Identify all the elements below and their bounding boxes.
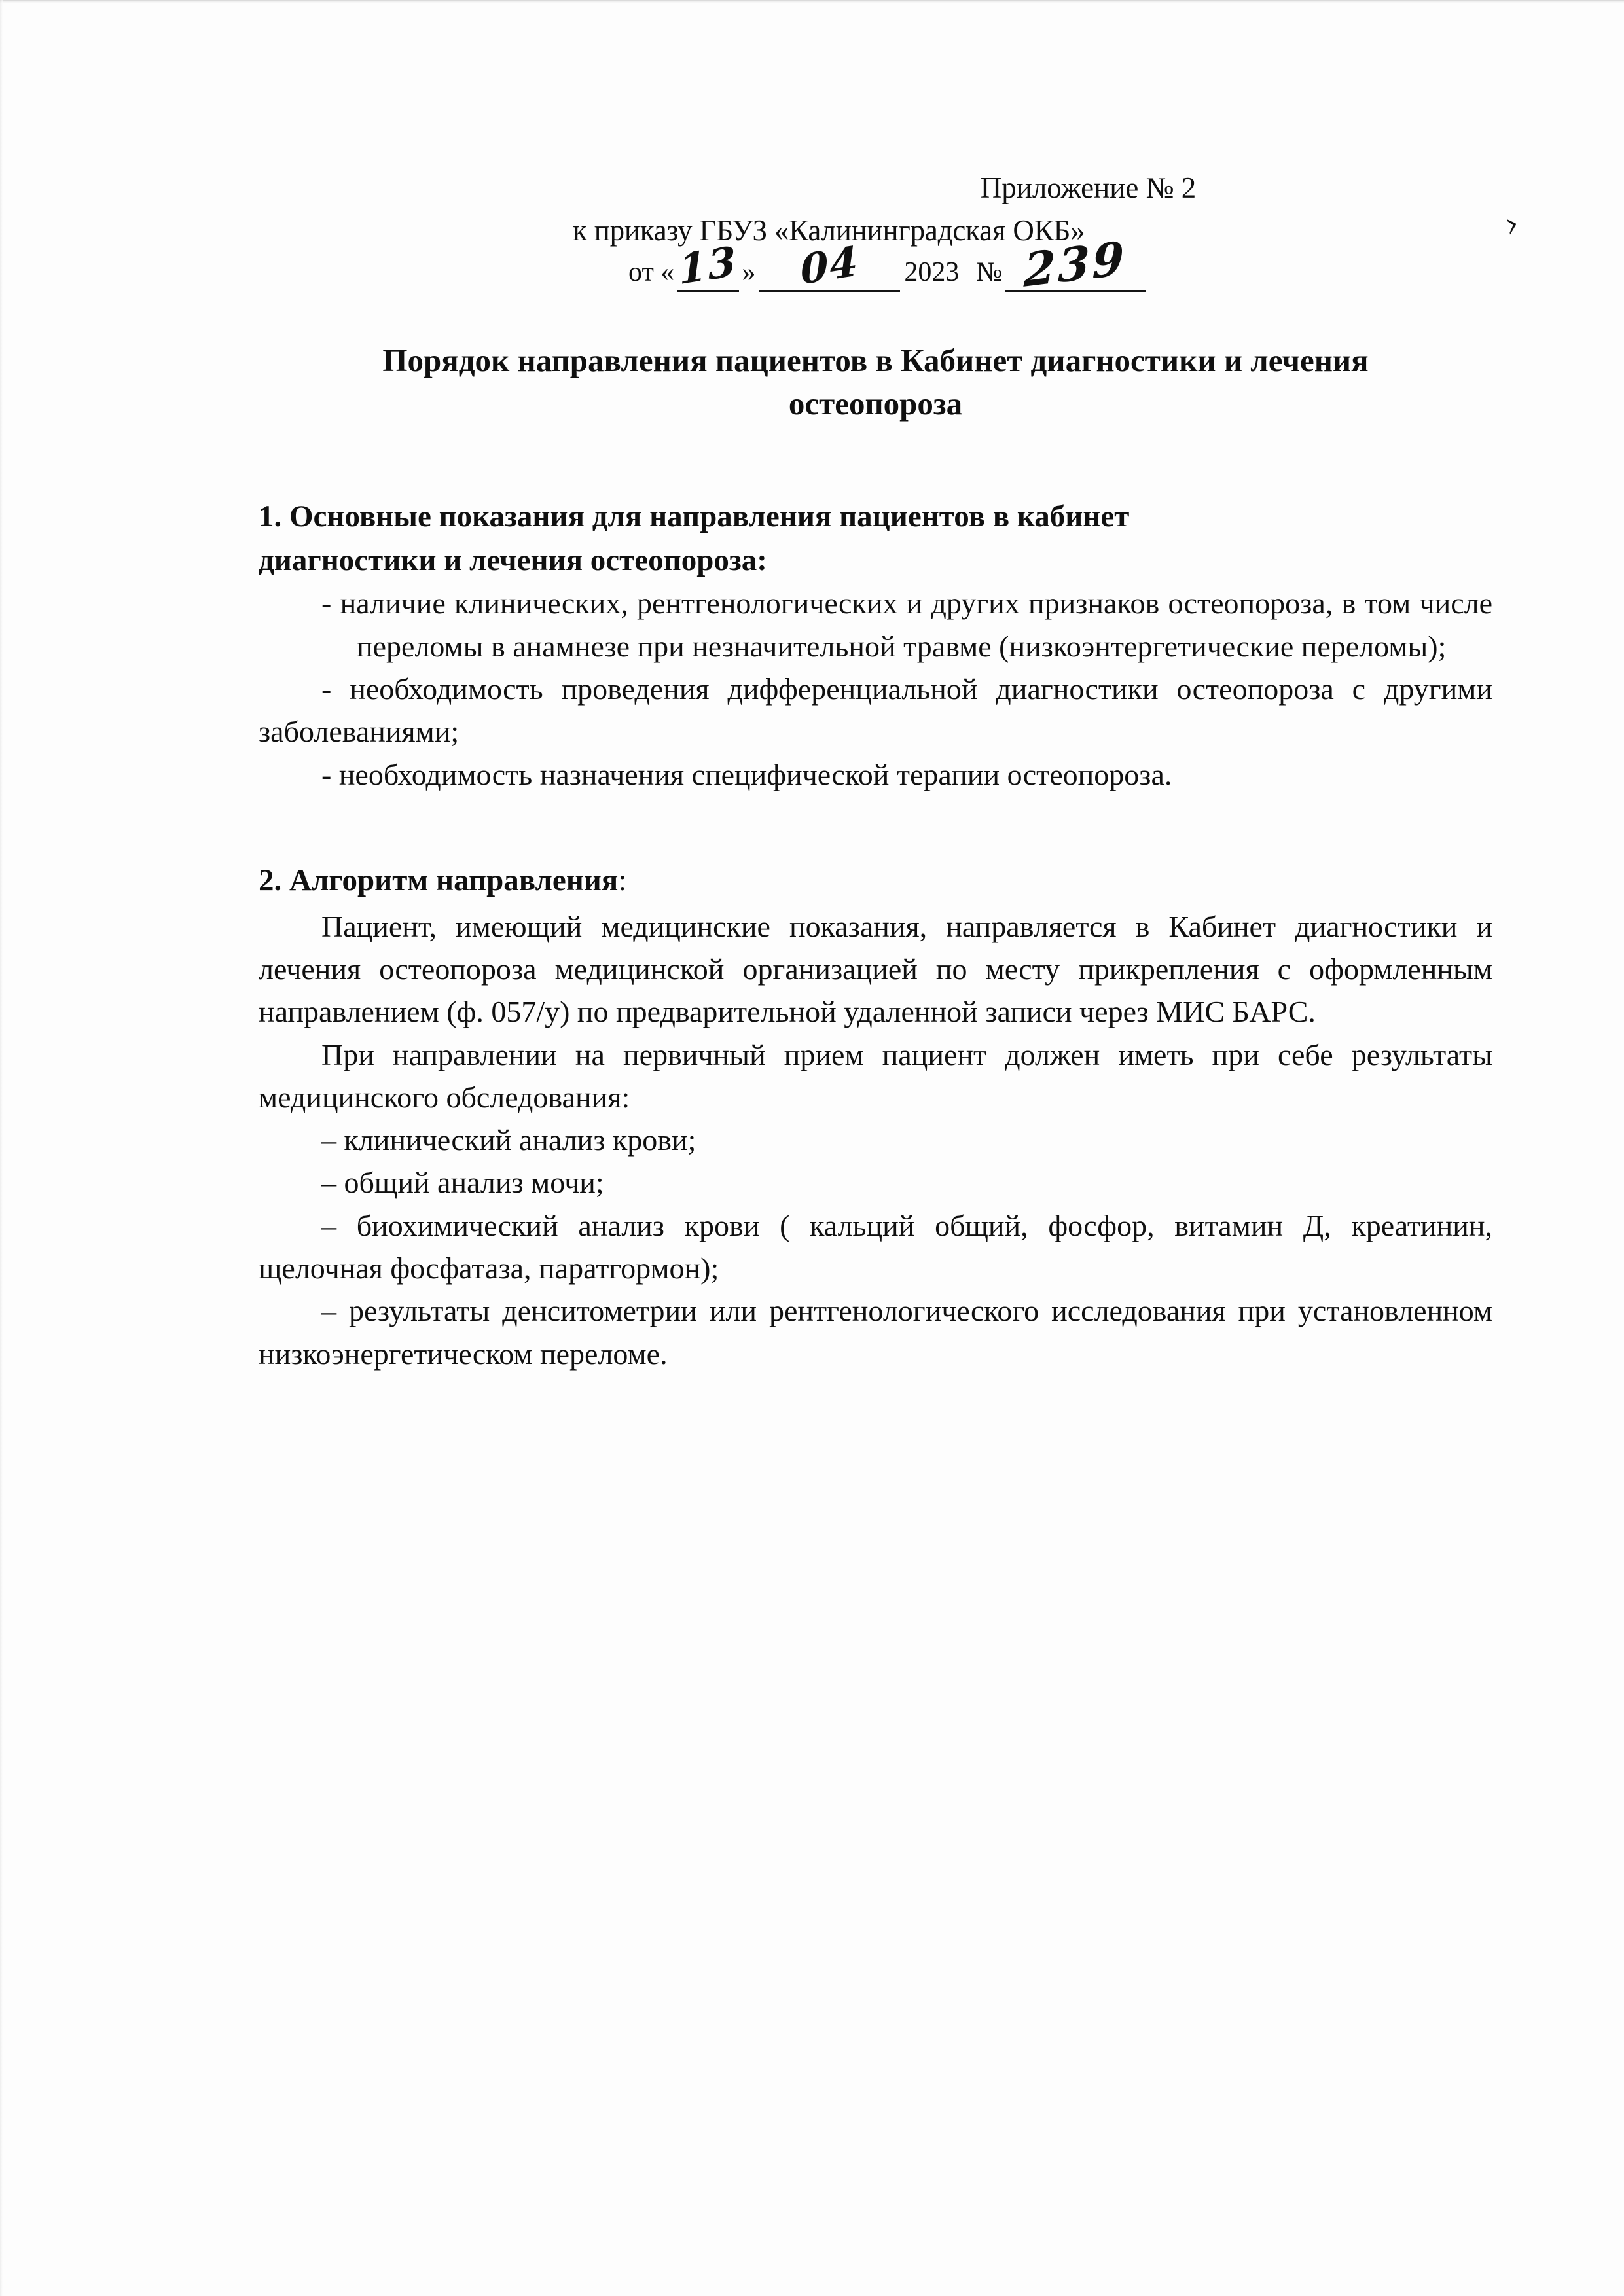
page-title — [259, 339, 1492, 426]
handwritten-order-number: 239 — [1023, 230, 1128, 298]
date-quote-close: » — [742, 257, 756, 287]
section-2-heading — [259, 859, 1492, 903]
number-blank — [1005, 230, 1146, 298]
section-1-item-3: - необходимость назначения специфической терапии остеопороза. — [321, 757, 1172, 791]
section-2-paragraph-1: Пациент, имеющий медицинские показания, направляется в Кабинет диагностики и лечения остеопороза медицинской организацией по месту прикрепления с оформленным направлением (ф. 057/у) по предварительной удаленной записи через МИС БАРС. — [259, 909, 1492, 1029]
section-1-heading-line2: диагностики и лечения остеопороза: — [259, 543, 767, 577]
document-header — [259, 169, 1526, 298]
scan-edge-left — [0, 0, 3, 2296]
day-blank — [677, 236, 739, 294]
document-content — [259, 0, 1526, 1375]
signature-mark-icon: › — [1498, 204, 1526, 245]
section-2-list-item-4: – результаты денситометрии или рентгенологического исследования при установленном низкоэнергетическом переломе. — [259, 1294, 1492, 1371]
handwritten-day: 13 — [677, 236, 739, 294]
number-sign-label: № — [976, 257, 1003, 287]
section-2-list-item-3: – биохимический анализ крови ( кальций общий, фосфор, витамин Д, креатинин, щелочная фосфатаза, паратгормон); — [259, 1208, 1492, 1285]
section-1-heading — [259, 495, 1492, 582]
section-1-item-1-tail: переломы в анамнезе при незначительной травме (низкоэнтергетические переломы); — [357, 629, 1447, 663]
section-2-heading-text: 2. Алгоритм направления — [259, 863, 619, 897]
section-1-heading-line1: 1. Основные показания для направления пациентов в кабинет — [259, 499, 1130, 533]
section-2-paragraph-2: При направлении на первичный прием пациент должен иметь при себе результаты медицинского обследования: — [259, 1037, 1492, 1114]
handwritten-month: 04 — [799, 236, 861, 294]
appendix-number: Приложение № 2 — [980, 171, 1197, 204]
section-1 — [259, 495, 1492, 796]
section-2-list-item-1: – клинический анализ крови; — [321, 1123, 696, 1157]
date-prefix-label: от « — [628, 257, 675, 287]
section-2 — [259, 859, 1492, 1375]
section-2-list-item-2: – общий анализ мочи; — [321, 1166, 604, 1200]
section-1-item-2: - необходимость проведения дифференциальной диагностики остеопороза с другими заболеваниями; — [259, 672, 1492, 749]
month-blank — [759, 236, 900, 294]
year-label: 2023 — [904, 257, 960, 287]
section-1-item-1 — [259, 582, 1492, 668]
section-2-heading-colon: : — [618, 863, 627, 897]
order-reference: к приказу ГБУЗ «Калининградская ОКБ» — [573, 213, 1085, 247]
section-1-item-1-head: - наличие клинических, рентгенологических и других признаков остеопороза, в том числе — [321, 586, 1492, 620]
page-title-line2: остеопороза — [788, 386, 963, 422]
page-title-line1: Порядок направления пациентов в Кабинет диагностики и лечения — [382, 342, 1369, 378]
